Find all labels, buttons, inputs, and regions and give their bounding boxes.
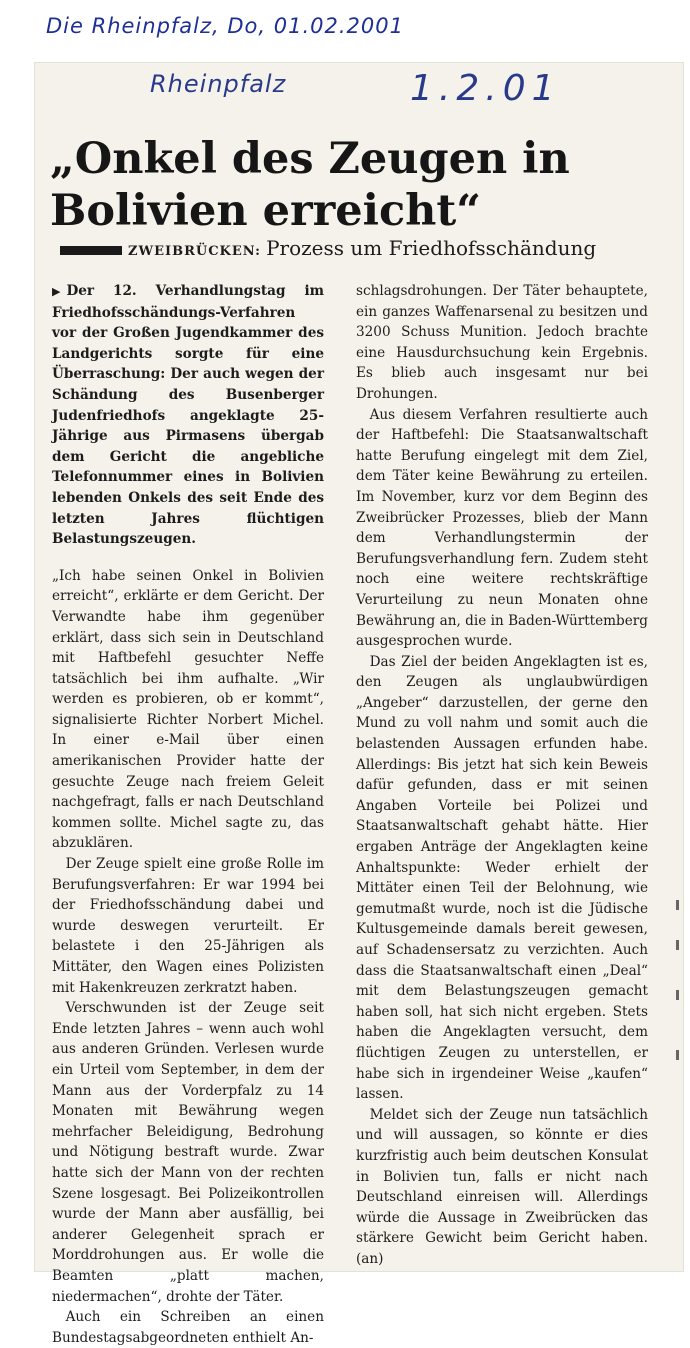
paragraph: Aus diesem Verfahren resultierte auch der Haftbefehl: Die Staatsanwaltschaft hatte Berufung eingelegt mit dem Ziel, dem Täter keine Bewährung zu erteilen. Im November, kurz vor dem Beginn des Zweibrücker Prozesses, blieb der Mann dem Verhandlungstermin der Berufungsverhandlung fern. Zudem steht noch eine weitere rechtskräftige Verurteilung zu neun Monaten ohne Bewährung an, die in Baden-Württemberg ausgesprochen wurde. — [356, 406, 648, 650]
kicker-place: ZWEIBRÜCKEN: — [128, 244, 261, 259]
article-lead — [52, 281, 324, 550]
paragraph: Auch ein Schreiben an einen Bundestagsabgeordneten enthielt An- — [52, 1309, 324, 1346]
paragraph: schlagsdrohungen. Der Täter behauptete, ein ganzes Waffenarsenal zu besitzen und 3200 Schuss Munition. Jedoch brachte eine Hausdurchsuchung kein Ergebnis. Es blieb auch insgesamt nur bei Drohungen. — [356, 283, 648, 402]
edge-scan-marks — [676, 900, 686, 1100]
kicker-bar — [60, 246, 122, 255]
article-lead-text: Der 12. Verhandlungstag im Friedhofsschändungs-Verfahren vor der Großen Jugendkammer des Landgerichts sorgte für eine Überraschung: Der auch wegen der Schändung des Busenberger Judenfriedhofs angeklagte 25-Jährige aus Pirmasens übergab dem Gericht die angebliche Telefonnummer eines in Bolivien lebenden Onkels des seit Ende des letzten Jahres flüchtigen Belastungszeugen. — [52, 283, 324, 548]
paragraph: Meldet sich der Zeuge nun tatsächlich und will aussagen, so könnte er dies kurzfristig auch beim deutschen Konsulat in Bolivien tun, falls er nicht nach Deutschland einreisen will. Allerdings würde die Aussage in Zweibrücken das stärkere Gewicht beim Gericht haben. (an) — [356, 1106, 648, 1267]
paragraph: Das Ziel der beiden Angeklagten ist es, den Zeugen als unglaubwürdigen „Angeber“ darzustellen, der gerne den Mund zu voll nahm und somit auch die belastenden Aussagen erfunden habe. Allerdings: Bis jetzt hat sich kein Beweis dafür gefunden, dass er mit seinen Angaben Vorteile bei Polizei und Staatsanwaltschaft gehabt hätte. Hier ergaben Anträge der Angeklagten keine Anhaltspunkte: Weder erhielt der Mittäter einen Teil der Belohnung, wie gemutmaßt wurde, noch ist die Jüdische Kultusgemeinde damals bereit gewesen, auf Schadensersatz zu verzichten. Auch dass die Staatsanwaltschaft einen „Deal“ mit dem Belastungszeugen gemacht haben soll, hat sich nicht ergeben. Stets haben die Angeklagten versucht, dem flüchtigen Zeugen zu unterstellen, er habe sich in irgendeiner Weise „kaufen“ lassen. — [356, 653, 648, 1103]
kicker — [128, 236, 596, 260]
article-headline: „Onkel des Zeugen in Bolivien erreicht“ — [50, 133, 570, 236]
article-column-left — [52, 281, 324, 1348]
handwritten-source-note: Die Rheinpfalz, Do, 01.02.2001 — [46, 14, 404, 38]
paragraph: „Ich habe seinen Onkel in Bolivien erreicht“, erklärte er dem Gericht. Der Verwandte habe ihm gegenüber erklärt, dass sich sein in Deutschland mit Haftbefehl gesuchter Neffe tatsächlich bei ihm aufhalte. „Wir werden es probieren, ob er kommt“, signalisierte Richter Norbert Michel. In einer e-Mail über einen amerikanischen Provider hatte der gesuchte Zeuge nach freiem Geleit nachgefragt, falls er nach Deutschland kommen sollte. Michel sagte zu, das abzuklären. — [52, 567, 324, 852]
article-column-right — [356, 281, 648, 1270]
paragraph: Der Zeuge spielt eine große Rolle im Berufungsverfahren: Er war 1994 bei der Friedhofsschändung dabei und wurde deswegen verurteilt. Er belastete i den 25-Jährigen als Mittäter, den Wagen eines Polizisten mit Hakenkreuzen zerkratzt haben. — [52, 856, 324, 996]
play-arrow-icon: ▶ — [52, 285, 61, 298]
handwritten-publication-name: Rheinpfalz — [150, 70, 287, 98]
kicker-subtitle: Prozess um Friedhofsschändung — [266, 236, 597, 260]
handwritten-date: 1.2.01 — [410, 68, 561, 109]
paragraph: Verschwunden ist der Zeuge seit Ende letzten Jahres – wenn auch wohl aus anderen Gründen. Verlesen wurde ein Urteil vom September, in dem der Mann aus der Vorderpfalz zu 14 Monaten mit Bewährung wegen mehrfacher Beleidigung, Bedrohung und Nötigung bestraft wurde. Zwar hatte sich der Mann von der rechten Szene losgesagt. Bei Polizeikontrollen wurde der Mann aber ausfällig, bei anderer Gelegenheit sprach er Morddrohungen aus. Er wolle die Beamten „platt machen, niedermachen“, drohte der Täter. — [52, 1000, 324, 1305]
